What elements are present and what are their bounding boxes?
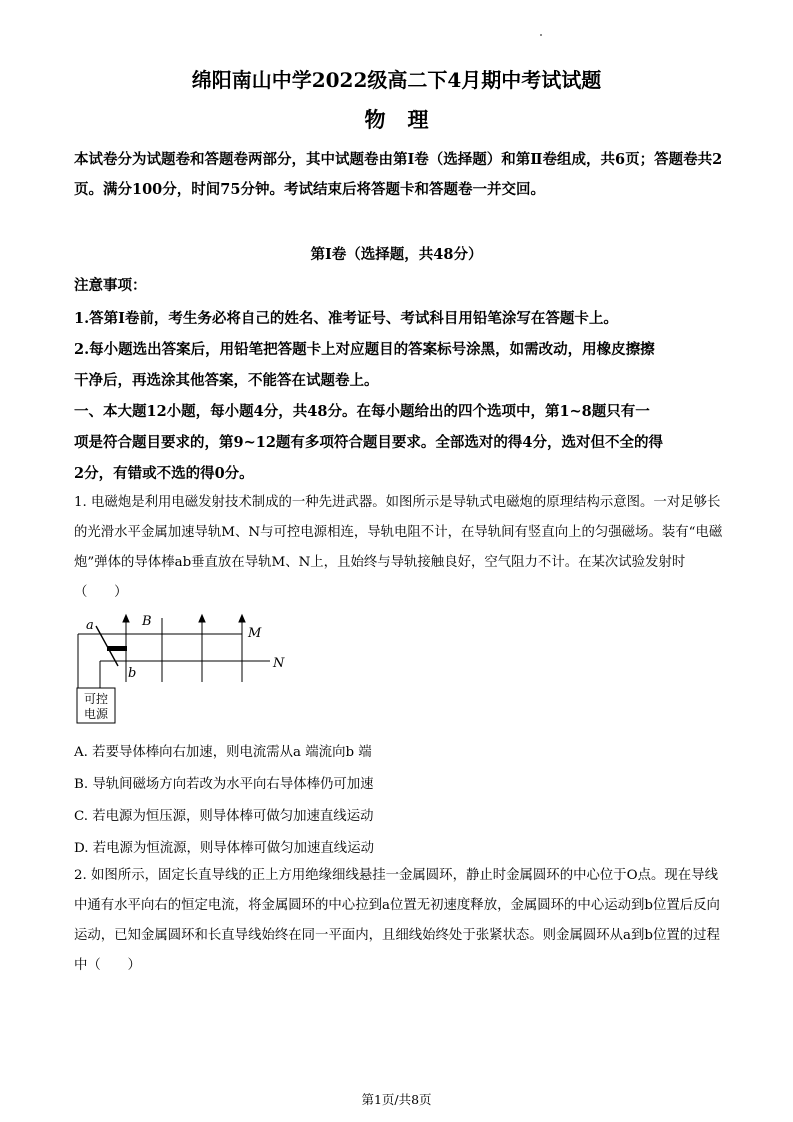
subject-title: 物理 (364, 107, 451, 132)
section-heading: 第Ⅰ卷（选择题，共48分） (310, 246, 483, 263)
q1-option-c: C. 若电源为恒压源，则导体棒可做匀加速直线运动 (74, 809, 374, 824)
exam-title: 绵阳南山中学2022级高二下4月期中考试试题 (191, 68, 602, 92)
notice-2: 2.每小题选出答案后，用铅笔把答题卡上对应题目的答案标号涂黑，如需改动，用橡皮擦擦 (74, 341, 655, 358)
label-B: B (142, 614, 152, 629)
page-number: 第1页/共8页 (361, 1092, 432, 1107)
notice-1: 1.答第Ⅰ卷前，考生务必将自己的姓名、准考证号、考试科目用铅笔涂写在答题卡上。 (74, 310, 618, 327)
railgun-diagram (70, 612, 300, 728)
label-a: a (86, 618, 94, 633)
label-N: N (273, 656, 285, 671)
notice-title: 注意事项： (74, 277, 147, 294)
question-2-stem: 2. 如图所示，固定长直导线的正上方用绝缘细线悬挂一金属圆环，静止时金属圆环的中心位于O点。现在导线中通有水平向右的恒定电流，将金属圆环的中心拉到a位置无初速度释放，金属圆环的中心运动到b位置后反向运动，已知金属圆环和长直导线始终在同一平面内，且细线始终处于张紧状态。则金属圆环从a到b位置的过程中（ ） (74, 868, 720, 973)
q1-option-a: A. 若要导体棒向右加速，则电流需从a 端流向b 端 (74, 745, 372, 760)
q1-option-b: B. 导轨间磁场方向若改为水平向右导体棒仍可加速 (74, 777, 374, 792)
q1-option-d: D. 若电源为恒流源，则导体棒可做匀加速直线运动 (74, 841, 374, 856)
notice-2-cont: 干净后，再选涂其他答案，不能答在试题卷上。 (74, 372, 379, 389)
source-label-line1: 可控 (83, 692, 109, 706)
question-1-stem: 1. 电磁炮是利用电磁发射技术制成的一种先进武器。如图所示是导轨式电磁炮的原理结构示意图。一对足够长的光滑水平金属加速导轨M、N与可控电源相连，导轨电阻不计，在导轨间有竖直向上的匀强磁场。装有“电磁炮”弹体的导体棒ab垂直放在导轨M、N上，且始终与导轨接触良好，空气阻力不计。在某次试验发射时（ ） (74, 495, 723, 600)
scan-dot (540, 34, 542, 36)
intro-paragraph: 本试卷分为试题卷和答题卷两部分，其中试题卷由第Ⅰ卷（选择题）和第Ⅱ卷组成，共6页；答题卷共2页。满分100分，时间75分钟。考试结束后将答题卡和答题卷一并交回。 (74, 151, 723, 198)
label-b: b (128, 666, 137, 681)
label-M: M (248, 626, 262, 641)
part-line-2: 项是符合题目要求的，第9~12题有多项符合题目要求。全部选对的得4分，选对但不全的得 (74, 434, 664, 451)
source-label-line2: 电源 (83, 707, 109, 721)
part-line-1: 一、本大题12小题，每小题4分，共48分。在每小题给出的四个选项中，第1~8题只有一 (74, 403, 650, 420)
part-line-3: 2分，有错或不选的得0分。 (74, 465, 254, 482)
